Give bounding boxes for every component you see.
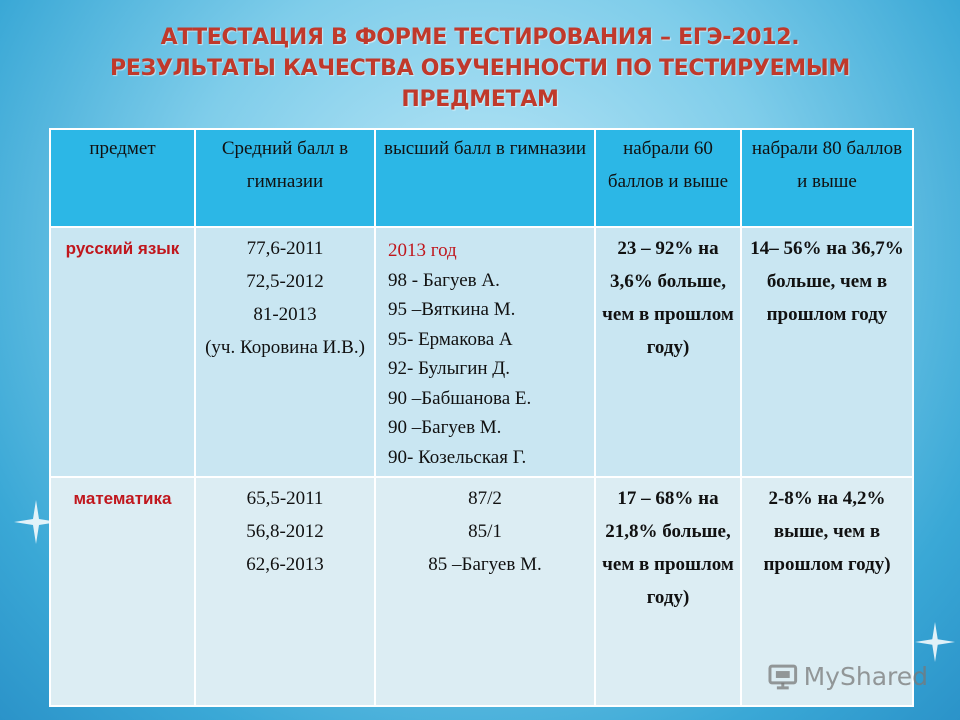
over-80-text: 2-8% на 4,2% выше, чем в прошлом году) <box>763 488 891 575</box>
title-line-1: АТТЕСТАЦИЯ В ФОРМЕ ТЕСТИРОВАНИЯ – ЕГЭ-2012. <box>160 25 800 50</box>
title-line-3: ПРЕДМЕТАМ <box>401 87 559 112</box>
over-60-cell <box>595 477 741 706</box>
subject-cell <box>50 477 195 706</box>
top-score-line: 85 –Багуев М. <box>428 554 542 575</box>
over-80-text: 14– 56% на 36,7% больше, чем в прошлом году <box>750 238 904 325</box>
average-cell <box>195 227 375 477</box>
over-60-text: 23 – 92% на 3,6% больше, чем в прошлом году) <box>602 238 734 358</box>
average-line: 77,6-2011 <box>246 238 324 259</box>
over-60-text: 17 – 68% на 21,8% больше, чем в прошлом году) <box>602 488 734 608</box>
top-score-cell <box>375 227 595 477</box>
average-line: 72,5-2012 <box>246 271 324 292</box>
average-teacher: (уч. Коровина И.В.) <box>205 337 365 358</box>
top-score-line: 92- Булыгин Д. <box>388 358 511 379</box>
over-80-cell <box>741 227 913 477</box>
slide-title <box>60 22 900 115</box>
top-score-cell <box>375 477 595 706</box>
average-line: 65,5-2011 <box>246 488 324 509</box>
top-score-year: 2013 год <box>388 240 457 261</box>
average-line: 62,6-2013 <box>246 554 324 575</box>
average-line: 81-2013 <box>253 304 317 325</box>
average-cell <box>195 477 375 706</box>
watermark <box>768 656 928 696</box>
table-header-row <box>50 129 913 227</box>
watermark-text: MyShared <box>803 661 928 691</box>
top-score-line: 90 –Багуев М. <box>388 417 502 438</box>
results-table <box>49 128 914 707</box>
average-line: 56,8-2012 <box>246 521 324 542</box>
header-top-score: высший балл в гимназии <box>375 129 595 227</box>
presentation-icon <box>768 661 798 691</box>
subject-name: математика <box>73 489 172 508</box>
top-score-line: 95- Ермакова А <box>388 328 513 350</box>
top-score-line: 95 –Вяткина М. <box>388 299 516 320</box>
top-score-line: 85/1 <box>468 521 502 542</box>
header-over-80: набрали 80 баллов и выше <box>741 129 913 227</box>
table-row-russian <box>50 227 913 477</box>
header-over-60: набрали 60 баллов и выше <box>595 129 741 227</box>
subject-cell <box>50 227 195 477</box>
top-score-line: 87/2 <box>468 488 502 509</box>
top-score-line: 98 - Багуев А. <box>388 269 500 291</box>
header-subject: предмет <box>50 129 195 227</box>
over-60-cell <box>595 227 741 477</box>
subject-name: русский язык <box>65 239 180 258</box>
title-line-2: РЕЗУЛЬТАТЫ КАЧЕСТВА ОБУЧЕННОСТИ ПО ТЕСТИРУЕМЫМ <box>110 56 850 81</box>
header-average: Средний балл в гимназии <box>195 129 375 227</box>
top-score-line: 90 –Бабшанова Е. <box>388 387 532 409</box>
top-score-line: 90- Козельская Г. <box>388 446 527 468</box>
